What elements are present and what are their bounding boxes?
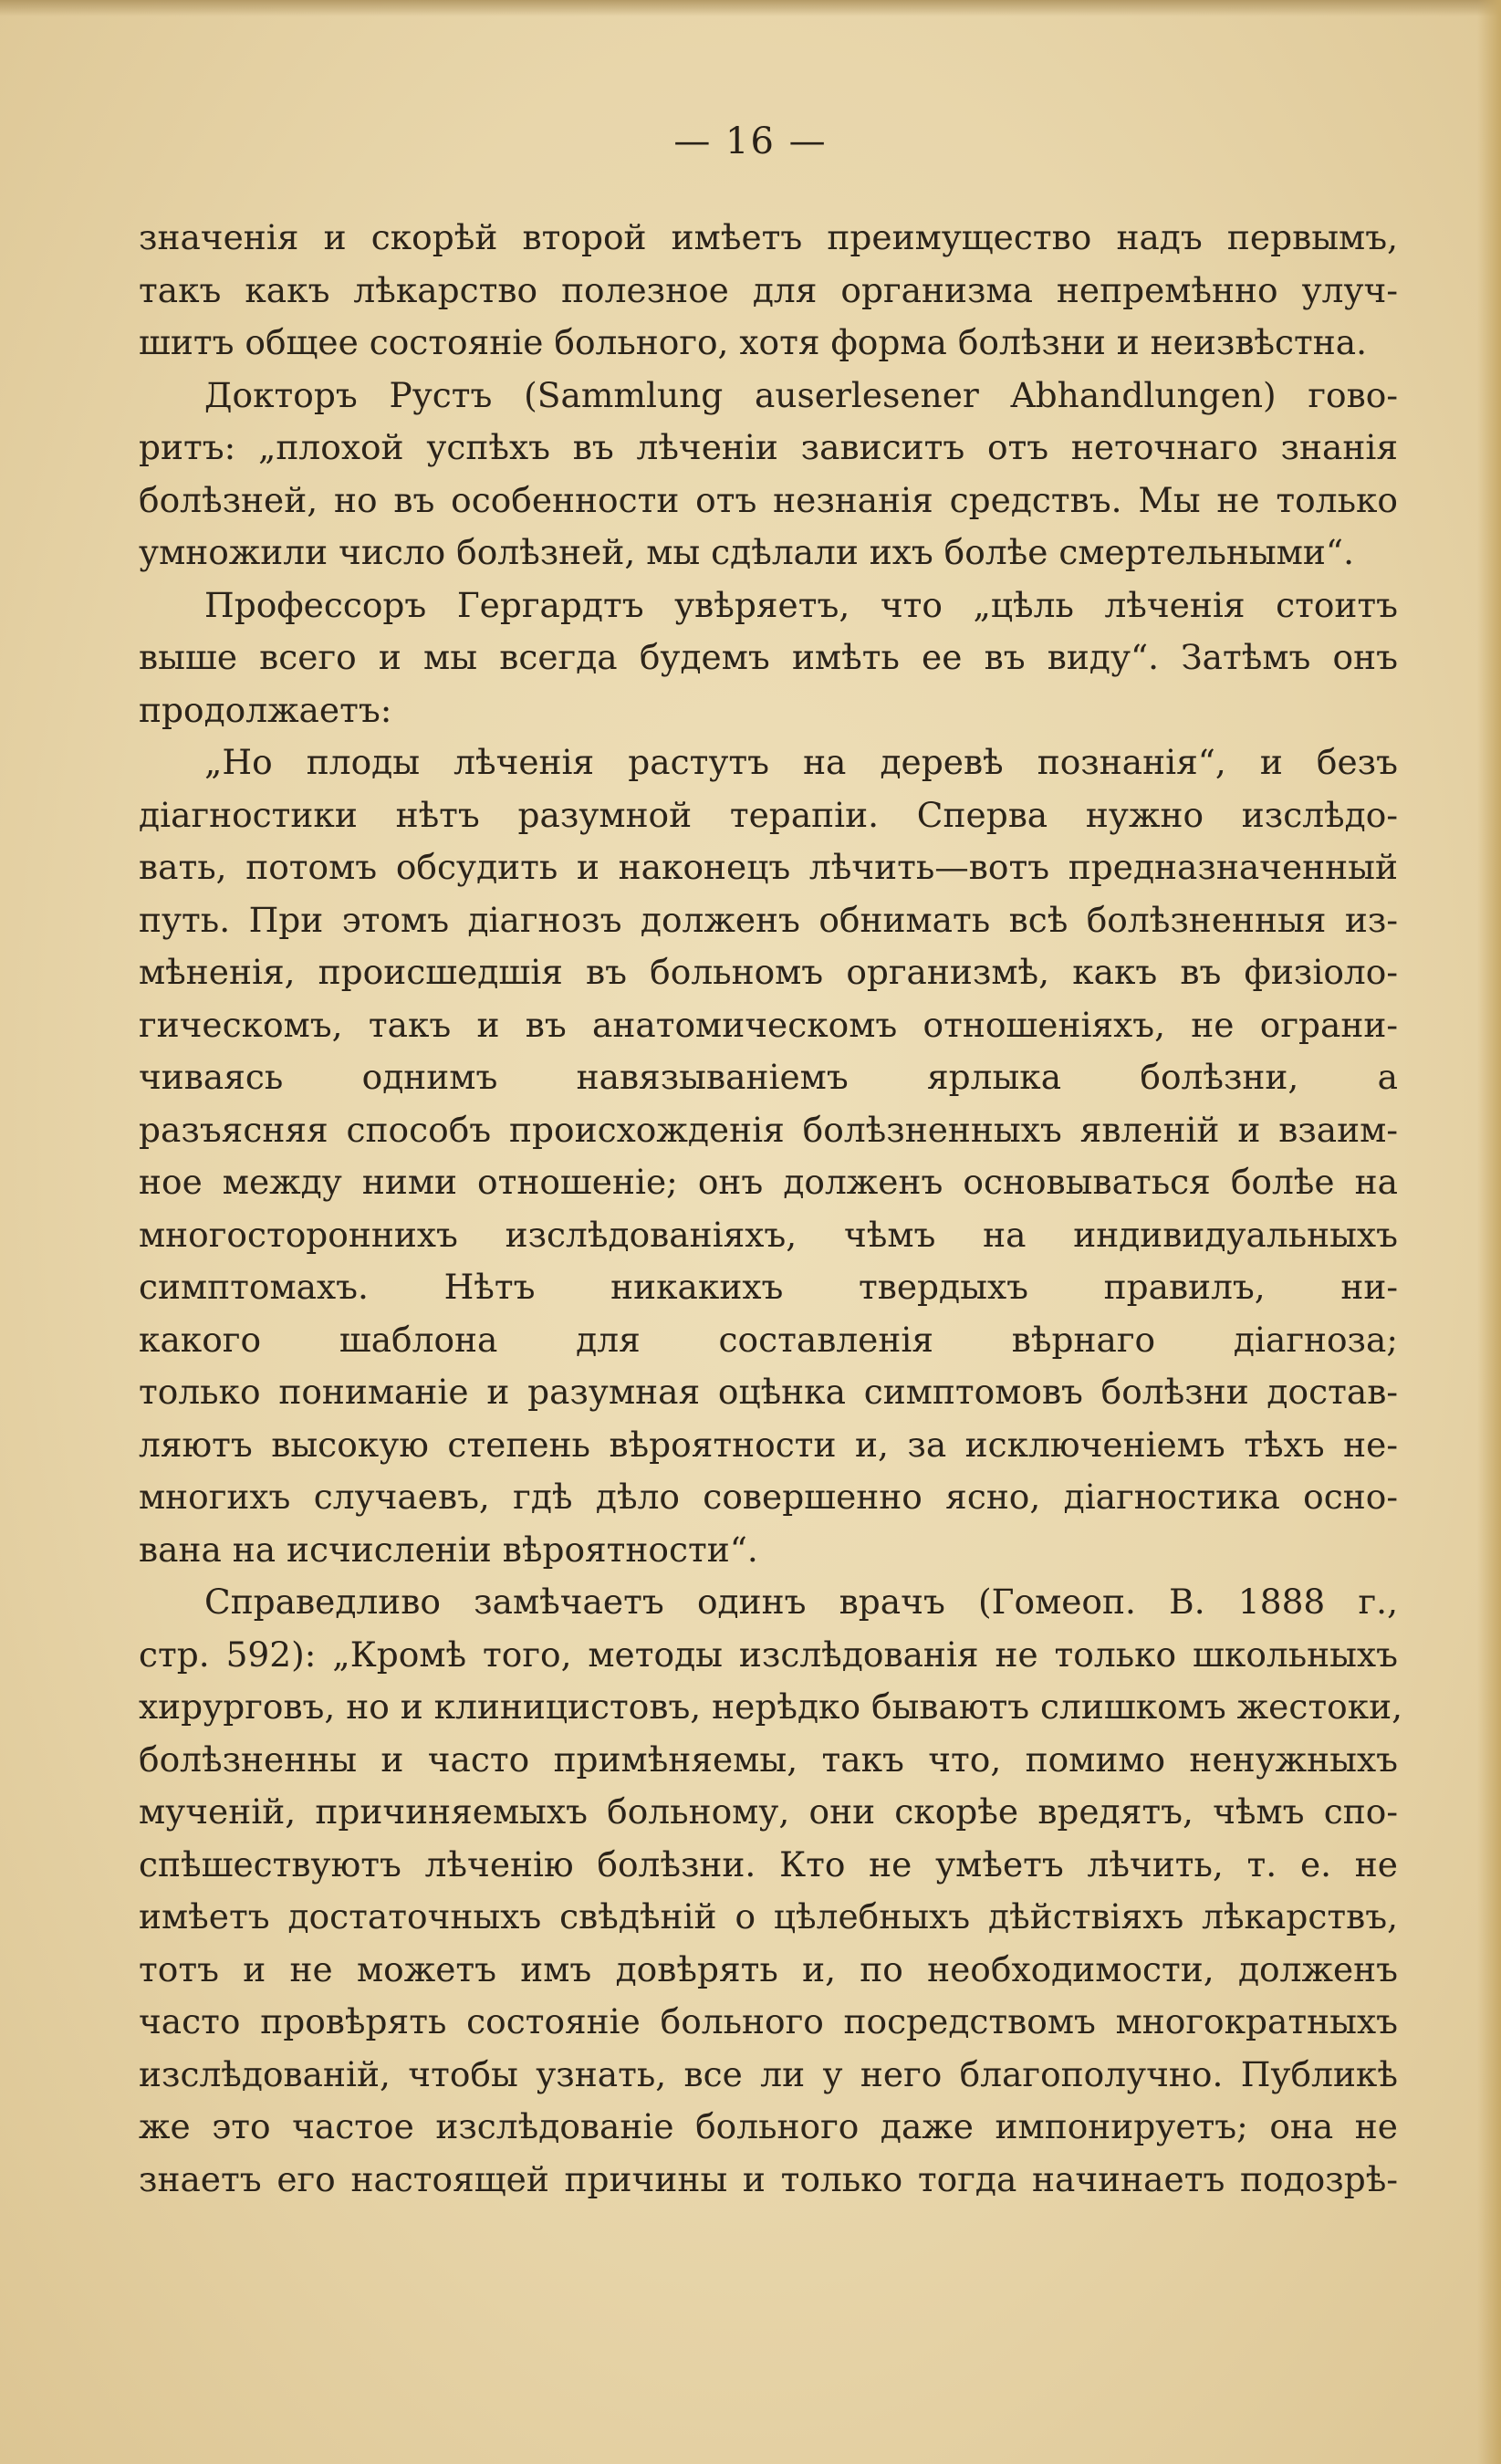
text-line: многихъ случаевъ, гдѣ дѣло совершенно ясно, діагностика осно-	[139, 1477, 1398, 1517]
text-line: гическомъ, такъ и въ анатомическомъ отношеніяхъ, не ограни-	[139, 1004, 1398, 1045]
page-right-edge	[1477, 0, 1501, 2464]
text-line: вать, потомъ обсудить и наконецъ лѣчить—вотъ предназначенный	[139, 847, 1398, 887]
text-line: симптомахъ. Нѣтъ никакихъ твердыхъ правилъ, ни-	[139, 1267, 1398, 1307]
body-text	[139, 212, 1403, 2206]
text-line: шитъ общее состояніе больного, хотя форма болѣзни и неизвѣстна.	[139, 322, 1368, 362]
text-line: такъ какъ лѣкарство полезное для организма непремѣнно улуч-	[139, 269, 1398, 310]
text-line: разъясняя способъ происхожденія болѣзненныхъ явленій и взаим-	[139, 1109, 1398, 1150]
text-line: вана на исчисленіи вѣроятности“.	[139, 1529, 758, 1570]
text-line: чиваясь однимъ навязываніемъ ярлыка болѣзни, а	[139, 1057, 1398, 1097]
page-number: — 16 —	[673, 120, 828, 162]
text-line: Справедливо замѣчаетъ одинъ врачъ (Гомеоп. В. 1888 г.,	[204, 1582, 1398, 1622]
text-line: мученій, причиняемыхъ больному, они скорѣе вредятъ, чѣмъ спо-	[139, 1791, 1398, 1832]
text-line: болѣзненны и часто примѣняемы, такъ что, помимо ненужныхъ	[139, 1738, 1398, 1780]
text-line: стр. 592): „Кромѣ того, методы изслѣдованія не только школьныхъ	[139, 1634, 1398, 1675]
text-line: многостороннихъ изслѣдованіяхъ, чѣмъ на индивидуальныхъ	[139, 1214, 1398, 1255]
text-line: только пониманіе и разумная оцѣнка симптомовъ болѣзни достав-	[139, 1372, 1398, 1412]
text-line: ляютъ высокую степень вѣроятности и, за исключеніемъ тѣхъ не-	[139, 1424, 1398, 1465]
text-line: имѣетъ достаточныхъ свѣдѣній о цѣлебныхъ дѣйствіяхъ лѣкарствъ,	[139, 1896, 1398, 1937]
text-line: значенія и скорѣй второй имѣетъ преимущество надъ первымъ,	[139, 217, 1398, 257]
text-line: хирурговъ, но и клиницистовъ, нерѣдко бываютъ слишкомъ жестоки,	[139, 1686, 1403, 1727]
text-line: же это частое изслѣдованіе больного даже импонируетъ; она не	[139, 2106, 1398, 2146]
text-line: діагностики нѣтъ разумной терапіи. Сперва нужно изслѣдо-	[139, 794, 1398, 835]
text-line: изслѣдованій, чтобы узнать, все ли у него благополучно. Публикѣ	[139, 2053, 1398, 2094]
text-line: продолжаетъ:	[139, 689, 392, 730]
text-line: ное между ними отношеніе; онъ долженъ основываться болѣе на	[139, 1162, 1398, 1202]
text-line: знаетъ его настоящей причины и только тогда начинаетъ подозрѣ-	[139, 2158, 1398, 2199]
text-line: „Но плоды лѣченія растутъ на деревѣ познанія“, и безъ	[204, 742, 1398, 782]
text-line: Докторъ Рустъ (Sammlung auserlesener Abhandlungen) гово-	[204, 374, 1398, 415]
text-line: тотъ и не можетъ имъ довѣрять и, по необходимости, долженъ	[139, 1948, 1398, 1989]
text-line: Профессоръ Гергардтъ увѣряетъ, что „цѣль лѣченія стоитъ	[204, 584, 1398, 625]
text-line: какого шаблона для составленія вѣрнаго діагноза;	[139, 1319, 1398, 1360]
text-line: мѣненія, происшедшія въ больномъ организмѣ, какъ въ физіоло-	[139, 952, 1398, 992]
text-line: выше всего и мы всегда будемъ имѣть ее въ виду“. Затѣмъ онъ	[139, 637, 1398, 677]
text-line: спѣшествуютъ лѣченію болѣзни. Кто не умѣетъ лѣчить, т. е. не	[139, 1843, 1398, 1885]
text-line: часто провѣрять состояніе больного посредствомъ многократныхъ	[139, 2001, 1398, 2041]
page-top-edge	[0, 0, 1501, 16]
text-line: путь. При этомъ діагнозъ долженъ обнимать всѣ болѣзненныя из-	[139, 899, 1398, 940]
text-line: ритъ: „плохой успѣхъ въ лѣченіи зависитъ отъ неточнаго знанія	[139, 427, 1398, 467]
text-line: болѣзней, но въ особенности отъ незнанія средствъ. Мы не только	[139, 479, 1398, 520]
text-line: умножили число болѣзней, мы сдѣлали ихъ болѣе смертельными“.	[139, 532, 1355, 572]
